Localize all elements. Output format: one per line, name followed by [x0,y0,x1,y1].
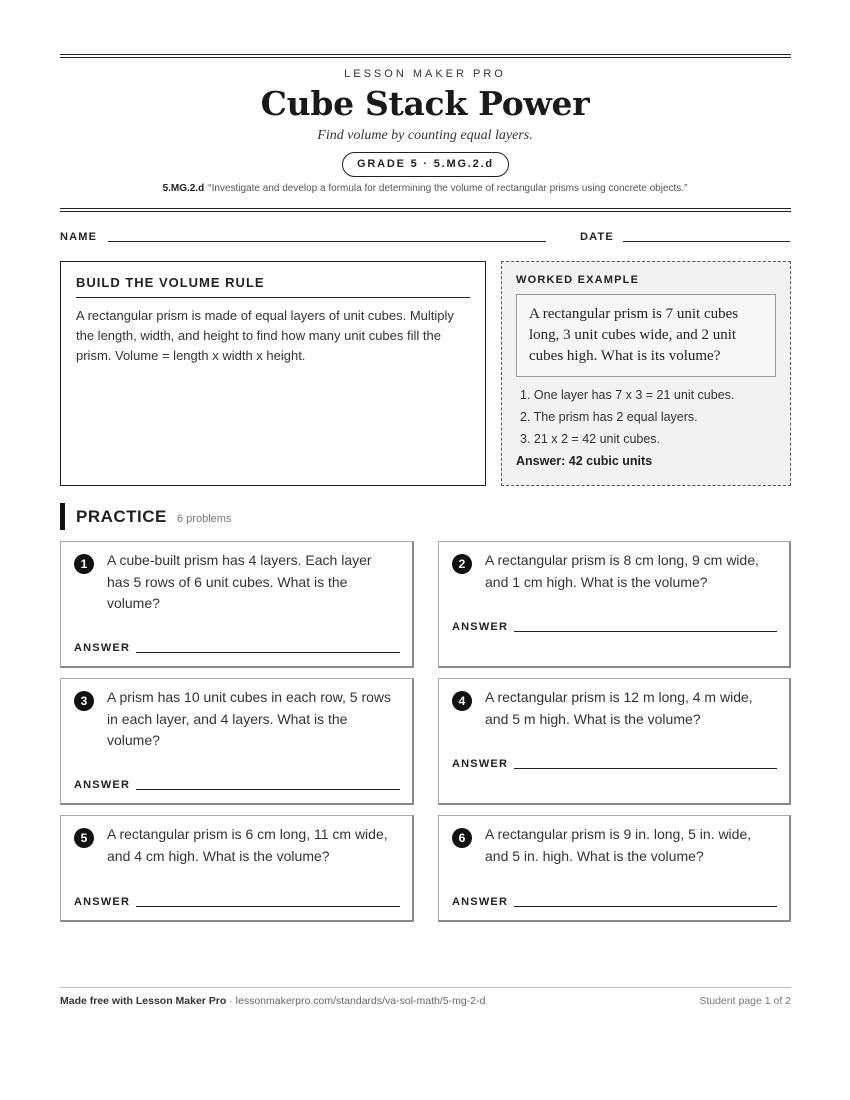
worked-example-step: 1. One layer has 7 x 3 = 21 unit cubes. [520,388,735,402]
standard-text: “Investigate and develop a formula for determining the volume of rectangular prisms using concrete objects.” [208,183,688,194]
problem-text: A rectangular prism is 12 m long, 4 m wide, and 5 m high. What is the volume? [485,689,753,727]
page-subtitle: Find volume by counting equal layers. [317,128,533,143]
volume-rule-body: A rectangular prism is made of equal layers of unit cubes. Multiply the length, width, and height to find how many unit cubes fill the prism. Volume = length x width x height. [76,308,454,363]
problem-card-3 [60,678,414,805]
problem-text: A rectangular prism is 6 cm long, 11 cm wide, and 4 cm high. What is the volume? [107,826,388,864]
worked-example-step: 3. 21 x 2 = 42 unit cubes. [520,432,661,446]
grade-badge: GRADE 5 · 5.MG.2.d [342,152,509,177]
problem-number: 6 [452,828,472,848]
answer-label: ANSWER [452,896,509,908]
answer-label: ANSWER [452,621,509,633]
standard-code: 5.MG.2.d [162,183,205,194]
practice-accent-bar [60,503,65,530]
problem-number: 5 [74,828,94,848]
practice-heading: PRACTICE [76,507,167,526]
problem-card-1 [60,541,414,668]
footer-url[interactable]: · lessonmakerpro.com/standards/va-sol-math/5-mg-2-d [226,995,486,1007]
answer-field[interactable] [514,631,777,632]
problem-text: A prism has 10 unit cubes in each row, 5 rows in each layer, and 4 layers. What is the volume? [107,689,392,748]
page-title: Cube Stack Power [260,84,590,123]
problem-card-2 [438,541,791,668]
worked-example-step: 2. The prism has 2 equal layers. [520,410,698,424]
problem-text: A rectangular prism is 8 cm long, 9 cm wide, and 1 cm high. What is the volume? [485,552,759,590]
answer-label: ANSWER [452,758,509,770]
problem-card-6 [438,815,791,922]
problem-text: A cube-built prism has 4 layers. Each layer has 5 rows of 6 unit cubes. What is the volume? [107,552,372,611]
problem-text: A rectangular prism is 9 in. long, 5 in. wide, and 5 in. high. What is the volume? [485,826,752,864]
date-field[interactable] [623,241,790,242]
answer-field[interactable] [514,768,777,769]
volume-rule-box [60,261,486,486]
problem-number: 1 [74,554,94,574]
brand-name: LESSON MAKER PRO [344,68,506,80]
standard-line [0,183,850,194]
answer-label: ANSWER [74,896,131,908]
footer-credit [60,995,485,1007]
answer-field[interactable] [136,789,400,790]
worked-example-steps [516,384,776,450]
header-double-rule [60,208,791,212]
worked-example-box [501,261,791,486]
worked-example-prompt: A rectangular prism is 7 unit cubes long, 3 unit cubes wide, and 2 unit cubes high. What is its volume? [516,294,776,377]
volume-rule-heading: BUILD THE VOLUME RULE [76,275,470,298]
problem-number: 4 [452,691,472,711]
answer-field[interactable] [136,906,400,907]
answer-field[interactable] [136,652,400,653]
answer-label: ANSWER [74,642,131,654]
worked-example-answer: Answer: 42 cubic units [516,454,653,468]
answer-field[interactable] [514,906,777,907]
footer-page-number: Student page 1 of 2 [699,995,791,1007]
footer-made-with: Made free with Lesson Maker Pro [60,995,227,1007]
answer-label: ANSWER [74,779,131,791]
top-double-rule [60,54,791,58]
footer-rule [60,987,791,988]
date-label: DATE [580,231,614,243]
problem-card-5 [60,815,414,922]
name-label: NAME [60,231,98,243]
worked-example-heading: WORKED EXAMPLE [516,274,640,286]
problem-number: 2 [452,554,472,574]
name-field[interactable] [108,241,546,242]
problem-card-4 [438,678,791,805]
problem-number: 3 [74,691,94,711]
practice-count: 6 problems [177,513,232,525]
